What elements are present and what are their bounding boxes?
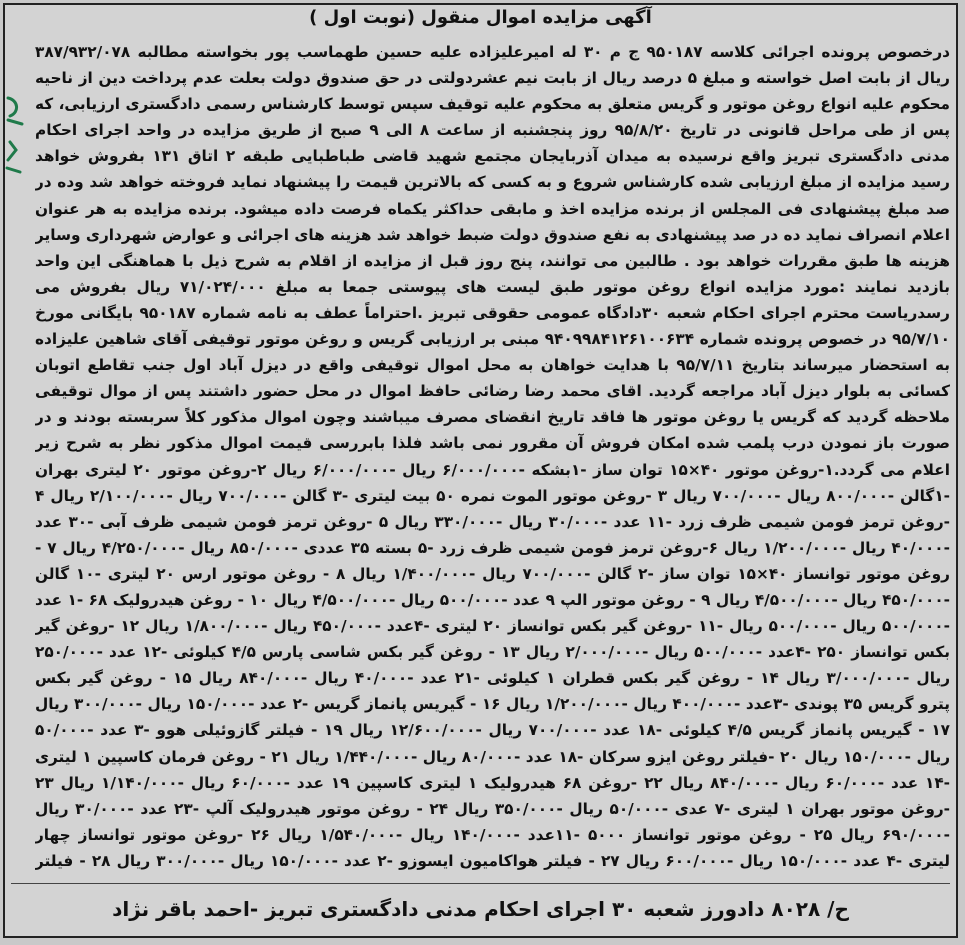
notice-paragraph: درخصوص پرونده اجرائی کلاسه ۹۵۰۱۸۷ ج م ۳۰ له امیرعلیزاده علیه حسین طهماسب پور بخواسته مطالبه ۳۸۷/۹۳۲/۰۷۸ ریال از بابت اصل خواسته و مبلغ ۵ درصد ریال از بابت نیم عشردولتی در حق صندوق دولت بعلت عدم پرداخت دین از ناحیه محکوم علیه انواع روغن موتور و گریس متعلق به محکوم علیه توقیف سپس توسط کارشناس رسمی دادگستری ارزیابی، که پس از طی مراحل قانونی در تاریخ ۹۵/۸/۲۰ روز پنجشنبه از ساعت ۸ الی ۹ صبح از طریق مزایده در واحد اجرای احکام مدنی دادگستری تبریز واقع نرسیده به میدان آذربایجان مجتمع شهید قاضی طباطبایی طبقه ۲ اتاق ۱۳۱ بفروش خواهد رسید مزایده از مبلغ ارزیابی شده کارشناس شروع و به کسی که بالاترین قیمت را پیشنهاد نماید فروخته خواهد شد وده در صد مبلغ پیشنهادی فی المجلس از برنده مزایده اخذ و مابقی حداکثر یکماه فرصت داده میشود. برنده مزایده به هر عنوان اعلام انصراف نماید ده در صد پیشنهادی به نفع صندوق دولت ضبط خواهد شد هزینه های اجرائی و عوارض شهرداری وسایر هزینه ها طبق مقررات خواهد بود . طالبین می توانند، پنج روز قبل از مزایده از اقلام به شرح ذیل با هماهنگی این واحد بازدید نمایند :مورد مزایده انواع روغن موتور طبق لیست های پیوستی جمعا به مبلغ ۷۱/۰۲۴/۰۰۰ ریال بفروش می رسدریاست محترم اجرای احکام شعبه ۳۰دادگاه عمومی حقوقی تبریز .احتراماً عطف به نامه شماره ۹۵۰۱۸۷ بایگانی مورخ ۹۵/۷/۱۰ در خصوص پرونده شماره ۹۴۰۹۹۸۴۱۲۶۱۰۰۶۳۴ مبنی بر ارزیابی گریس و روغن موتور توقیفی آقای شاهین علیزاده به استحضار میرساند بتاریخ ۹۵/۷/۱۱ با هدایت خواهان به محل اموال توقیفی واقع در دیزل آباد اول جنب تقاطع اتوبان کسائی به بلوار دیزل آباد مراجعه گردید. اقای محمد رضا رضائی حافظ اموال در محل حضور داشتند پس از موال توقیفی ملاحظه گردید که گریس یا روغن موتور ها فاقد تاریخ انقضای مصرف میباشند وچون اموال مذکور کلاً سربسته بودند و در صورت باز نمودن درب پلمب شده امکان فروش آن مقرور نمی باشد فلذا بابررسی قیمت اموال مذکور نظر به شرح زیر اعلام می گردد.۱-روغن موتور ۴۰×۱۵ توان ساز -۱بشکه -۶/۰۰۰/۰۰۰ ریال -۶/۰۰۰/۰۰۰ ریال ۲-روغن موتور ۲۰ لیتری بهران -۱گالن -۸۰۰/۰۰۰ ریال -۷۰۰/۰۰۰ ریال ۳ -روغن موتور الموت نمره ۵۰ بیت لیتری -۳ گالن -۷۰۰/۰۰۰ ریال -۲/۱۰۰/۰۰۰ ریال ۴ -روغن ترمز فومن شیمی ظرف زرد -۱۱ عدد -۳۰/۰۰۰ ریال -۳۳۰/۰۰۰ ریال ۵ -روغن ترمز فومن شیمی ظرف آبی -۳۰ عدد -۴۰/۰۰۰ ریال -۱/۲۰۰/۰۰۰ ریال ۶-روغن ترمز فومن شیمی ظرف زرد -۵ بسته ۳۵ عددی -۸۵۰/۰۰۰ ریال -۴/۲۵۰/۰۰۰ ریال ۷ - روغن موتور توانساز ۴۰×۱۵ توان ساز -۲ گالن -۷۰۰/۰۰۰ ریال -۱/۴۰۰/۰۰۰ ریال ۸ - روغن موتور ارس ۲۰ لیتری -۱۰ گالن -۴۵۰/۰۰۰ ریال -۴/۵۰۰/۰۰۰ ریال ۹ - روغن موتور الپ ۹ عدد -۵۰۰/۰۰۰ ریال -۴/۵۰۰/۰۰۰ ریال ۱۰ - روغن هیدرولیک ۶۸ -۱ عدد -۵۰۰/۰۰۰ ریال -۵۰۰/۰۰۰ ریال -۱۱ -روغن گیر بکس توانساز ۲۰ لیتری -۴عدد -۴۵۰/۰۰۰ ریال -۱/۸۰۰/۰۰۰ ریال ۱۲ -روغن گیر بکس توانساز ۲۵۰ -۴عدد -۵۰۰/۰۰۰ ریال -۲/۰۰۰/۰۰۰ ریال ۱۳ - روغن گیر بکس شاسی پارس ۴/۵ کیلوئی -۱۲ عدد -۲۵۰/۰۰۰ ریال -۳/۰۰۰/۰۰۰ ریال ۱۴ - روغن گیر بکس قطران ۱ کیلوئی -۲۱ عدد -۴۰/۰۰۰ ریال -۸۴۰/۰۰۰ ریال ۱۵ - روغن گیر بکس پترو گریس ۳۵ پوندی -۳عدد -۴۰۰/۰۰۰ ریال -۱/۲۰۰/۰۰۰ ریال ۱۶ - گیریس پانماز گریس -۲ عدد -۱۵۰/۰۰۰ ریال -۳۰۰/۰۰۰ ریال ۱۷ - گیریس پانماز گریس ۴/۵ کیلوئی -۱۸ عدد -۷۰۰/۰۰۰ ریال -۱۲/۶۰۰/۰۰۰ ریال ۱۹ - فیلتر گازوئیلی هوو -۳ عدد -۵۰/۰۰۰ ریال -۱۵۰/۰۰۰ ریال ۲۰ -فیلتر روغن ایزو سرکان -۱۸ عدد -۸۰/۰۰۰ ریال -۱/۴۴۰/۰۰۰ ریال ۲۱ - روغن فرمان کاسپین ۱ لیتری -۱۴ عدد -۶۰/۰۰۰ ریال -۸۴۰/۰۰۰ ریال ۲۲ -روغن ۶۸ هیدرولیک ۱ لیتری کاسپین ۱۹ عدد -۶۰/۰۰۰ ریال -۱/۱۴۰/۰۰۰ ریال ۲۳ -روغن موتور بهران ۱ لیتری -۷ عدی -۵۰/۰۰۰ ریال -۳۵۰/۰۰۰ ریال ۲۴ - روغن موتور هیدرولیک آلپ -۲۳ عدد -۳۰/۰۰۰ ریال -۶۹۰/۰۰۰ ریال ۲۵ - روغن موتور توانساز ۵۰۰۰ -۱۱عدد -۱۴۰/۰۰۰ ریال -۱/۵۴۰/۰۰۰ ریال ۲۶ -روغن موتور توانساز چهار لیتری -۴ عدد -۱۵۰/۰۰۰ ریال -۶۰۰/۰۰۰ ریال ۲۷ - فیلتر هواکامیون ایسوزو -۲ عدد -۱۵۰/۰۰۰ ریال -۳۰۰/۰۰۰ ریال ۲۸ - فیلتر bbox=[35, 43, 950, 870]
notice-footer: ح/ ۸۰۲۸ دادورز شعبه ۳۰ اجرای احکام مدنی دادگستری تبریز -احمد باقر نژاد bbox=[112, 897, 849, 921]
footer-divider bbox=[11, 883, 950, 884]
notice-card bbox=[3, 3, 958, 938]
notice-body bbox=[35, 39, 950, 875]
notice-title: آگهی مزایده اموال منقول (نوبت اول ) bbox=[309, 7, 652, 28]
handwritten-mark-icon bbox=[4, 90, 26, 190]
